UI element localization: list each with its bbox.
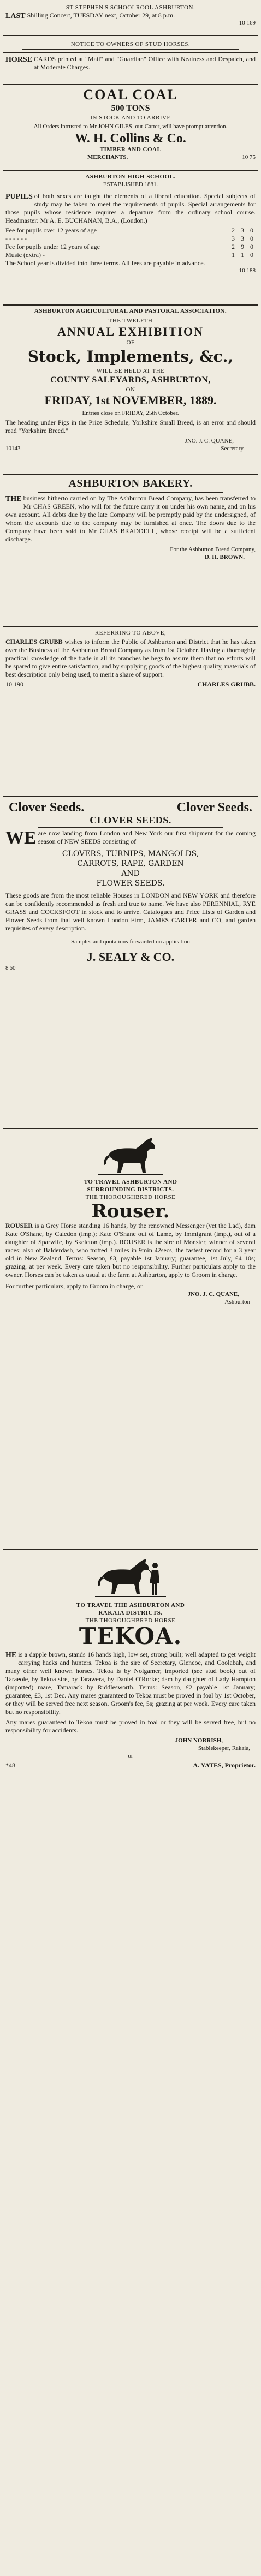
- concert-notice: [3, 2, 258, 36]
- horse-cards-ad: [3, 53, 258, 85]
- horse-icon: [98, 1133, 163, 1177]
- tekoa-signer1: JOHN NORRISH,: [175, 1737, 223, 1744]
- fee-label: Fee for pupils under 12 years of age: [5, 243, 100, 250]
- tekoa-text: is a dapple brown, stands 16 hands high, low set, strong built; well adapted to get weight carrying hacks and hunters. Tekoa is the sire of Secretary, Glencoe, and Coolabah, and many other well known horses. Tekoa is by Nolgamer, imported (see stud book) out of Taraeole, by Tekoa sire, by Tarawera, by Daniel O'Rorke; dam by daughter of Lady Hampton (imported) mare, Tamarack by Riddlesworth. Terms: Season, £2 payable 1st January; guarantee, £3, 1st Dec. Any mares guaranteed to Tekoa must be proved in foal by 1st October, or they will be served free next season. Groom's fee, 5s; grazing at per week. Every care taken but no responsibility.: [5, 1651, 256, 1716]
- concert-lead: LAST: [5, 12, 26, 20]
- clover-title-caps: CLOVER SEEDS.: [90, 815, 171, 826]
- fee-amount: 1 1 0: [232, 251, 256, 259]
- bakery-lead: THE: [5, 495, 22, 503]
- coal-trade: TIMBER AND COAL: [99, 146, 162, 153]
- concert-text: Shilling Concert, TUESDAY next, October 29, at 8 p.m.: [27, 11, 175, 19]
- grubb-body: [5, 638, 256, 679]
- clover-intro-block: [5, 829, 256, 846]
- coal-ad: [3, 85, 258, 171]
- grubb-lead: CHARLES GRUBB: [5, 638, 63, 646]
- fee-amount: 2 9 0: [232, 243, 256, 250]
- tekoa-lead: HE: [5, 1651, 17, 1659]
- grubb-signer: CHARLES GRUBB.: [197, 680, 256, 688]
- high-school-intro: of both sexes are taught the elements of a liberal education. Special subjects of study may be taken to meet the requirements of pupils. Special arrangements for those pupils whose residence requires a departure from the ordinary school course. Headmaster: Mr A. E. BUCHANAN, B.A., (London.): [5, 192, 256, 224]
- tekoa-any: Any mares guaranteed to Tekoa must be proved in foal or they will be served free, but no responsibility for accidents.: [5, 1718, 256, 1734]
- seed-item: FLOWER SEEDS.: [96, 879, 165, 888]
- tekoa-or: or: [128, 1753, 133, 1759]
- bakery-body: [5, 494, 256, 543]
- fee-label: Fee for pupils over 12 years of age: [5, 226, 97, 234]
- bakery-title: ASHBURTON BAKERY.: [68, 477, 193, 489]
- show-date: FRIDAY, 1st NOVEMBER, 1889.: [44, 393, 217, 407]
- rouser-body: [5, 1222, 256, 1279]
- seed-list: [5, 849, 256, 888]
- seed-item: CLOVERS, TURNIPS, MANGOLDS,: [62, 850, 199, 858]
- clover-samples: Samples and quotations forwarded on application: [71, 939, 190, 945]
- show-annual: ANNUAL EXHIBITION: [57, 325, 204, 338]
- tekoa-line2: RAKAIA DISTRICTS.: [98, 1610, 163, 1616]
- fee-table: [5, 226, 256, 259]
- rouser-line1: TO TRAVEL ASHBURTON AND: [84, 1179, 177, 1185]
- high-school-quarter: The School year is divided into three terms. All fees are payable in advance.: [5, 259, 205, 267]
- show-signer: JNO. J. C. QUANE,: [185, 438, 234, 444]
- show-of: OF: [126, 339, 135, 346]
- tekoa-role1: Stablekeeper, Rakaia,: [198, 1745, 250, 1752]
- seed-item: AND: [121, 869, 140, 878]
- coal-orders: All Orders intrusted to Mr JOHN GILES, our Carter, will have prompt attention.: [33, 123, 228, 130]
- high-school-lead: PUPILS: [5, 193, 33, 201]
- rouser-lead: ROUSER: [5, 1222, 33, 1229]
- fee-row: [5, 251, 256, 259]
- rouser-text: is a Grey Horse standing 16 hands, by the renowned Messenger (vet the Lad), dam Kate O'Shane, by Caledon (imp.); Kate O'Shane out of Lame, by Immigrant (imp.), out of a daughter of Sparwife, by Skeleton (imp.). ROUSER is the sire of Monster, winner of several races; also of Balderdash, who trotted 3 miles in 9min 42secs, the fastest record for a 3 year old in New Zealand. Terms: Season, £3, payable 1st January; guarantee, 1st July, £4 10s; grazing, at per week. Every care taken but no responsibility. Further particulars apply to the owner. Horses can be taken as usual at the farm at Ashburton, apply to Groom in charge.: [5, 1222, 256, 1278]
- grubb-ref-header: REFERRING TO ABOVE,: [94, 630, 167, 636]
- rouser-line3: THE THOROUGHBRED HORSE: [85, 1194, 176, 1200]
- fee-amount: 2 3 0: [232, 226, 256, 234]
- coal-merchants: MERCHANTS.: [87, 154, 128, 160]
- divider: [38, 492, 223, 493]
- bakery-ad: [3, 475, 258, 627]
- show-ad: [3, 306, 258, 475]
- fee-row: [5, 226, 256, 235]
- concert-ref: 10 169: [239, 20, 256, 26]
- fee-amount: 3 3 0: [232, 235, 256, 242]
- concert-header: ST STEPHEN'S SCHOOLROOL ASHBURTON.: [66, 4, 195, 11]
- clover-title-right: Clover Seeds.: [176, 800, 252, 815]
- tekoa-line1: TO TRAVEL THE ASHBURTON AND: [76, 1602, 185, 1609]
- tekoa-ad: [3, 1550, 258, 2482]
- high-school-intro-block: [5, 192, 256, 225]
- high-school-title: ASHBURTON HIGH SCHOOL.: [85, 174, 176, 180]
- tekoa-body: [5, 1651, 256, 1716]
- coal-stock: IN STOCK AND TO ARRIVE: [90, 115, 171, 121]
- bakery-text: business hitherto carried on by The Ashburton Bread Company, has been transferred to Mr CHAS GREEN, who will for the future carry it on under his own name, and on his own account. All debts due by the late Company will be promptly paid by the undersigned, of whom the accounts due to the company may be furnished at once. The doors due to the Company have been sold to Mr CHAS BRADDELL, whose receipt will be a sufficient discharge.: [5, 494, 256, 543]
- clover-title-row: [5, 798, 256, 815]
- show-footer: [5, 445, 256, 452]
- grubb-text: wishes to inform the Public of Ashburton and District that he has taken over the Business of the Ashburton Bread Company as from 1st October. Having a thoroughly practical knowledge of the trade in all its branches he begs to assure them that no efforts will be spared to give entire satisfaction, and by supplying goods of the highest quality, materials of best description only being used, to merit a share of support.: [5, 638, 256, 678]
- fee-row: [5, 235, 256, 243]
- rouser-for: For further particulars, apply to Groom in charge, or: [5, 1282, 143, 1290]
- grubb-footer: [5, 680, 256, 689]
- rouser-line2: SURROUNDING DISTRICTS.: [87, 1186, 174, 1193]
- clover-firm: J. SEALY & CO.: [86, 950, 175, 964]
- tekoa-line3: THE THOROUGHBRED HORSE: [85, 1617, 176, 1624]
- clover-intro: are now landing from London and New York our first shipment for the coming season of NEW SEEDS consisting of: [38, 829, 256, 845]
- concert-body: [5, 11, 256, 20]
- show-entries: Entries close on FRIDAY, 25th October.: [82, 410, 179, 416]
- show-stock: Stock, Implements, &c.,: [27, 348, 234, 366]
- clover-title-left: Clover Seeds.: [9, 800, 85, 815]
- fee-label: - - - - - -: [5, 235, 27, 242]
- grubb-ref: 10 190: [5, 680, 23, 688]
- fee-label: Music (extra) -: [5, 251, 45, 259]
- tekoa-signer2: A. YATES, Proprietor.: [193, 1761, 256, 1769]
- high-school-established: ESTABLISHED 1881.: [103, 181, 158, 188]
- tekoa-name: TEKOA.: [79, 1623, 182, 1649]
- rouser-ad: [3, 1129, 258, 1550]
- horse-cards-text: CARDS printed at "Mail" and "Guardian" Office with Neatness and Despatch, and at Moderate Charges.: [34, 55, 256, 71]
- high-school-ref: 10 188: [239, 267, 256, 274]
- horse-cards-lead: HORSE: [5, 56, 33, 64]
- high-school-ad: [3, 171, 258, 306]
- seed-item: CARROTS, RAPE, GARDEN: [77, 859, 184, 868]
- show-twelfth: THE TWELFTH: [108, 318, 153, 324]
- clover-body: These goods are from the most reliable Houses in LONDON and NEW YORK and therefore can be confidently recommended as fresh and true to name. We have also PERENNIAL, RYE GRASS and COCKSFOOT in stock and to arrive. Catalogues and Price Lists of Garden and Flower Seeds from that well known London Firm, JAMES CARTER and CO, and garden requisites of every description.: [5, 892, 256, 932]
- show-yards: COUNTY SALEYARDS, ASHBURTON,: [50, 375, 211, 385]
- bakery-for: For the Ashburton Bread Company,: [170, 546, 256, 553]
- show-role: Secretary.: [221, 445, 245, 452]
- show-society: ASHBURTON AGRICULTURAL AND PASTORAL ASSOCIATION.: [34, 308, 227, 314]
- coal-ref: 10 75: [242, 154, 256, 160]
- tekoa-footer: [5, 1761, 256, 1770]
- fee-row: [5, 243, 256, 251]
- show-ref: 10143: [5, 445, 21, 452]
- show-on: ON: [126, 386, 135, 393]
- grubb-ad: [3, 627, 258, 797]
- show-held: WILL BE HELD AT THE: [96, 368, 165, 374]
- stud-notice-text: NOTICE TO OWNERS OF STUD HORSES.: [22, 39, 239, 50]
- horse-cards-body: [5, 55, 256, 71]
- advertisement-column: [3, 2, 258, 2482]
- clover-seeds-ad: [3, 797, 258, 1129]
- show-note: The heading under Pigs in the Prize Schedule, Yorkshire Small Breed, is an error and should read "Yorkshire Breed.": [5, 419, 256, 434]
- tekoa-ref: *48: [5, 1761, 15, 1769]
- divider: [38, 827, 223, 828]
- clover-lead: WE: [5, 828, 37, 848]
- horse-and-groom-icon: [95, 1553, 166, 1600]
- bakery-signer: D. H. BROWN.: [204, 554, 245, 560]
- rouser-name: Rouser.: [91, 1200, 170, 1222]
- rouser-place: Ashburton: [224, 1299, 250, 1305]
- rouser-signer: JNO. J. C. QUANE,: [187, 1291, 239, 1298]
- clover-ref: 8'60: [5, 965, 16, 971]
- stud-notice: [3, 36, 258, 53]
- coal-title: COAL COAL: [83, 87, 178, 103]
- coal-tons: 500 TONS: [111, 104, 150, 113]
- coal-footer: [5, 153, 256, 161]
- coal-firm: W. H. Collins & Co.: [75, 132, 186, 146]
